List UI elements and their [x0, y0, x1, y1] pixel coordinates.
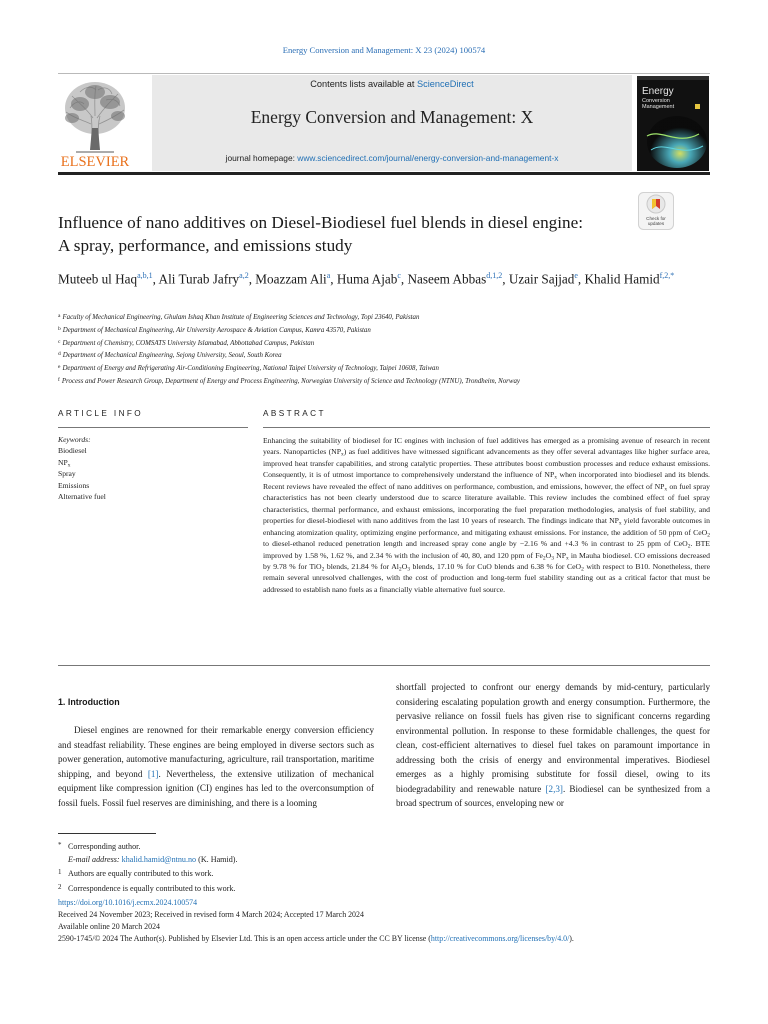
title-line: A spray, performance, and emissions study [58, 236, 353, 255]
intro-paragraph [58, 723, 374, 810]
crossmark-line2: updates [647, 221, 665, 226]
article-history: Received 24 November 2023; Received in revised form 4 March 2024; Accepted 17 March 2024 [58, 909, 364, 919]
affiliation-text: Department of Mechanical Engineering, Sejong University, Seoul, South Korea [62, 352, 282, 360]
text-run: NP [554, 550, 566, 560]
text-run: on fuel spray characteristics has not been clearly understood due to scarce literature available. This review includes the combined effect of fuel spray characteristics, thermal performance, and exhaust emissions, incorporating the fuel preparation methodologies, analysis of fuel stability, and properties for diesel-biodiesel with nano additives from the last 10 years of research. The findings indicate that NP [263, 481, 710, 526]
text-run: blends, 21.84 % for Al [324, 561, 399, 571]
homepage-link[interactable]: www.sciencedirect.com/journal/energy-conversion-and-management-x [297, 153, 559, 163]
subscript: 3 [551, 554, 554, 561]
text-run: shortfall projected to confront our energy demands by mid-century, particularly considering escalating population growth and energy consumption. Furthermore, the pervasive reliance on fossil fuels has given rise to significant concerns regarding environmental pollution. In response to these formidable challenges, the quest for clean, cost-efficient alternatives to diesel fuel takes on paramount importance in addressing both the crisis of energy and environmental imperatives. Biodiesel emerges as a highly promising substitute for fossil diesel, owing to its biodegradability and renewable nature [396, 682, 710, 794]
subscript: 2 [687, 543, 691, 550]
abstract-end-rule [58, 665, 710, 666]
text-run: . Nevertheless, the extensive utilization of mechanical equipment like compression ignition (CI) engines has led to the overconsumption of fossil fuels. Fossil fuel reserves are diminishing, and there is a looming [58, 768, 374, 808]
sciencedirect-link[interactable]: ScienceDirect [417, 79, 474, 89]
text-run: Alternative fuel [58, 492, 106, 502]
author-name[interactable]: Moazzam Ali [255, 271, 327, 287]
journal-homepage [152, 153, 632, 163]
affiliation-list [58, 311, 708, 388]
abstract-heading: ABSTRACT [263, 409, 326, 418]
masthead-top-rule [58, 73, 710, 74]
citation-link[interactable]: [2,3] [545, 783, 563, 794]
svg-text:Energy: Energy [642, 86, 674, 97]
body-column-right [396, 680, 710, 811]
article-metadata [58, 897, 710, 945]
keyword [58, 491, 248, 502]
affiliation-mark: e [58, 364, 61, 371]
author-affiliation-marks[interactable]: a,2 [239, 271, 249, 280]
subscript: 2 [707, 532, 710, 538]
footnote-corresponding [58, 839, 458, 854]
author-separator: , [152, 271, 159, 287]
abstract-rule [263, 427, 710, 428]
text-run: Enhancing the suitability of biodiesel for IC engines with inclusion of fuel additives has emerged as a promising avenue of research in recent years. Nanoparticles (NP [263, 436, 710, 457]
footnote-email [58, 854, 458, 867]
keyword [58, 445, 248, 456]
license-line [58, 933, 710, 945]
affiliation [58, 349, 708, 362]
journal-citation[interactable]: Energy Conversion and Management: X 23 (2024) 100574 [282, 45, 486, 55]
author-name[interactable]: Naseem Abbas [407, 271, 487, 287]
keyword [58, 457, 248, 468]
online-date: Available online 20 March 2024 [58, 921, 160, 931]
keywords-label: Keywords: [58, 435, 91, 444]
text-run: blends, 17.10 % for CuO blends and 6.38 % for CeO [410, 561, 582, 571]
author-separator: , [577, 271, 585, 287]
text-run: . BTE improved by 1.58 %, 1.62 %, and 2.34 % with the inclusion of 40, 80, and 120 ppm of Fe [263, 539, 710, 560]
author-affiliation-marks[interactable]: c [397, 271, 401, 280]
text-run: when incorporated into biodiesel and its blends. Recent reviews have revealed the effect of nano additives on performance, combustion, and emissions, however, the effect of NP [263, 470, 710, 491]
affiliation-mark: f [58, 376, 60, 383]
subscript: 2 [542, 554, 546, 561]
keyword [58, 480, 248, 491]
license-suffix: ). [569, 933, 574, 943]
elsevier-tree-icon [58, 78, 132, 170]
affiliation-mark: c [58, 338, 61, 345]
keywords-list [58, 445, 248, 502]
author-affiliation-marks[interactable]: a [326, 271, 331, 280]
check-for-updates-badge[interactable] [638, 192, 674, 230]
text-run: Spray [58, 469, 76, 479]
article-title [58, 211, 638, 257]
author-name[interactable]: Uzair Sajjad [508, 271, 575, 287]
crossmark-line1: Check for [646, 216, 666, 221]
author-separator: , [400, 271, 408, 287]
email-suffix: (K. Hamid). [196, 854, 238, 864]
text-run: O [545, 550, 552, 560]
subscript: x [618, 520, 622, 527]
footnote-1 [58, 866, 458, 881]
journal-cover-thumbnail[interactable] [637, 76, 709, 171]
author-name[interactable]: Muteeb ul Haq [58, 271, 138, 287]
author-affiliation-marks[interactable]: f,2,* [659, 271, 675, 280]
journal-cover-image [637, 76, 709, 171]
author-affiliation-marks[interactable]: a,b,1 [137, 271, 153, 280]
masthead-bottom-rule [58, 172, 710, 175]
footnote-text: Authors are equally contributed to this work. [68, 869, 214, 879]
title-line: Influence of nano additives on Diesel-Biodiesel fuel blends in diesel engine: [58, 213, 584, 232]
footnote-mark: 1 [58, 868, 62, 877]
author-affiliation-marks[interactable]: e [574, 271, 578, 280]
svg-text:Conversion: Conversion [642, 98, 670, 104]
doi-link[interactable]: https://doi.org/10.1016/j.ecmx.2024.100574 [58, 898, 198, 907]
keywords-block [58, 434, 248, 502]
affiliation-text: Department of Mechanical Engineering, Air University Aerospace & Aviation Campus, Kamra 43570, Pakistan [62, 326, 371, 334]
subscript: x [565, 554, 569, 561]
svg-text:Management: Management [642, 104, 675, 110]
footnote-2 [58, 881, 458, 896]
affiliation-text: Faculty of Mechanical Engineering, Ghulam Ishaq Khan Institute of Engineering Sciences and Technology, Topi 23640, Pakistan [62, 314, 420, 321]
author-affiliation-marks[interactable]: d,1,2 [486, 271, 503, 280]
email-link[interactable]: khalid.hamid@ntnu.no [121, 854, 197, 864]
text-run: Biodiesel [58, 446, 87, 456]
text-run: ) as fuel additives have witnessed significant advancements as they offer several advantages like higher surface area, improved heat transfer capabilities, and strong catalytic properties. These attributes boost combustion processes and reduce exhaust emissions. Consequently, it is of utmost importance to comprehensively understand the influence of NP [263, 447, 710, 480]
footnote-mark: 2 [58, 882, 62, 891]
license-text: 2590-1745/© 2024 The Author(s). Published by Elsevier Ltd. This is an open access article under the CC BY license ( [58, 933, 431, 943]
article-info-rule [58, 427, 248, 428]
text-run: NP [58, 457, 68, 467]
subscript: x [67, 462, 71, 469]
contents-prefix: Contents lists available at [310, 79, 418, 89]
text-run: in Mauha biodiesel. CO emissions decreased by 9.78 % for TiO [263, 550, 710, 571]
intro-paragraph-continued [396, 680, 710, 811]
subscript: 3 [407, 566, 411, 573]
email-label: E-mail address: [68, 854, 122, 864]
text-run: yield favorable outcomes in enhancing atomization quality, optimizing engine performance, and mitigating exhaust emissions. For instance, the addition of 50 ppm of CeO [263, 516, 710, 537]
subscript: 2 [398, 566, 402, 573]
subscript: x [554, 474, 558, 481]
contents-line [152, 79, 632, 89]
footnotes [58, 839, 458, 895]
text-run: O [401, 561, 408, 571]
text-run: Diesel engines are renowned for their remarkable energy conversion efficiency and steadfast reliability. These engines are being employed in diverse sectors such as power generation, automotive manufacturing, agriculture, rail transportation, maritime shipping, and beyond [58, 725, 374, 779]
footnote-text: Corresponding author. [68, 842, 141, 851]
journal-title[interactable]: Energy Conversion and Management: X [250, 107, 534, 127]
license-link[interactable]: http://creativecommons.org/licenses/by/4.0/ [430, 933, 570, 943]
affiliation-mark: d [58, 351, 61, 358]
article-info-heading: ARTICLE INFO [58, 409, 144, 418]
affiliation-text: Department of Energy and Refrigerating Air-Conditioning Engineering, National Taipei University of Technology, Taipei 10608, Taiwan [62, 365, 439, 373]
footnote-mark: * [58, 841, 62, 849]
subscript: x [341, 451, 344, 458]
affiliation-text: Department of Chemistry, COMSATS University Islamabad, Abbottabad Campus, Pakistan [62, 339, 315, 347]
affiliation-text: Process and Power Research Group, Department of Energy and Process Engineering, Norwegian University of Science and Technology (NTNU), Trondheim, Norway [61, 377, 520, 385]
section-heading-introduction: 1. Introduction [58, 697, 120, 707]
author-separator: , [330, 271, 337, 287]
homepage-label: journal homepage: [225, 153, 298, 163]
footnote-rule [58, 833, 156, 834]
author-list [58, 266, 708, 289]
elsevier-logo[interactable] [58, 78, 132, 170]
text-run: . Biodiesel can be synthesized from a broad spectrum of sources, enveloping new or [396, 783, 711, 808]
affiliation [58, 337, 708, 350]
author-name[interactable]: Huma Ajab [336, 271, 398, 287]
affiliation [58, 375, 708, 388]
affiliation [58, 311, 708, 324]
abstract-text [263, 435, 710, 595]
affiliation-mark: a [58, 313, 61, 319]
author-name[interactable]: Ali Turab Jafry [158, 271, 240, 287]
author-separator: , [502, 271, 509, 287]
author-separator: , [248, 271, 256, 287]
subscript: 2 [321, 566, 325, 573]
keyword [58, 468, 248, 479]
citation-link[interactable]: [1] [147, 768, 159, 779]
text-run: Emissions [58, 480, 90, 490]
author-name[interactable]: Khalid Hamid [584, 271, 660, 287]
crossmark-icon [638, 192, 674, 230]
affiliation [58, 362, 708, 375]
subscript: 2 [581, 566, 584, 573]
svg-text:ELSEVIER: ELSEVIER [60, 154, 130, 170]
footnote-text: Correspondence is equally contributed to this work. [68, 883, 236, 893]
body-column-left [58, 723, 374, 810]
affiliation [58, 324, 708, 337]
text-run: to diesel-ethanol reduced penetration length and increased spray cone angle by −2.16 % and +4.3 % in contrast to 25 ppm of CeO [263, 539, 688, 549]
affiliation-mark: b [58, 325, 61, 332]
text-run: with respect to B10. Nonetheless, there remain several unresolved challenges, with the cost of production and long-term fuel stability standing out as a critical factor that must be addressed to establish nano fuels as a financially viable alternative fuel source. [263, 561, 711, 594]
subscript: x [664, 486, 668, 493]
